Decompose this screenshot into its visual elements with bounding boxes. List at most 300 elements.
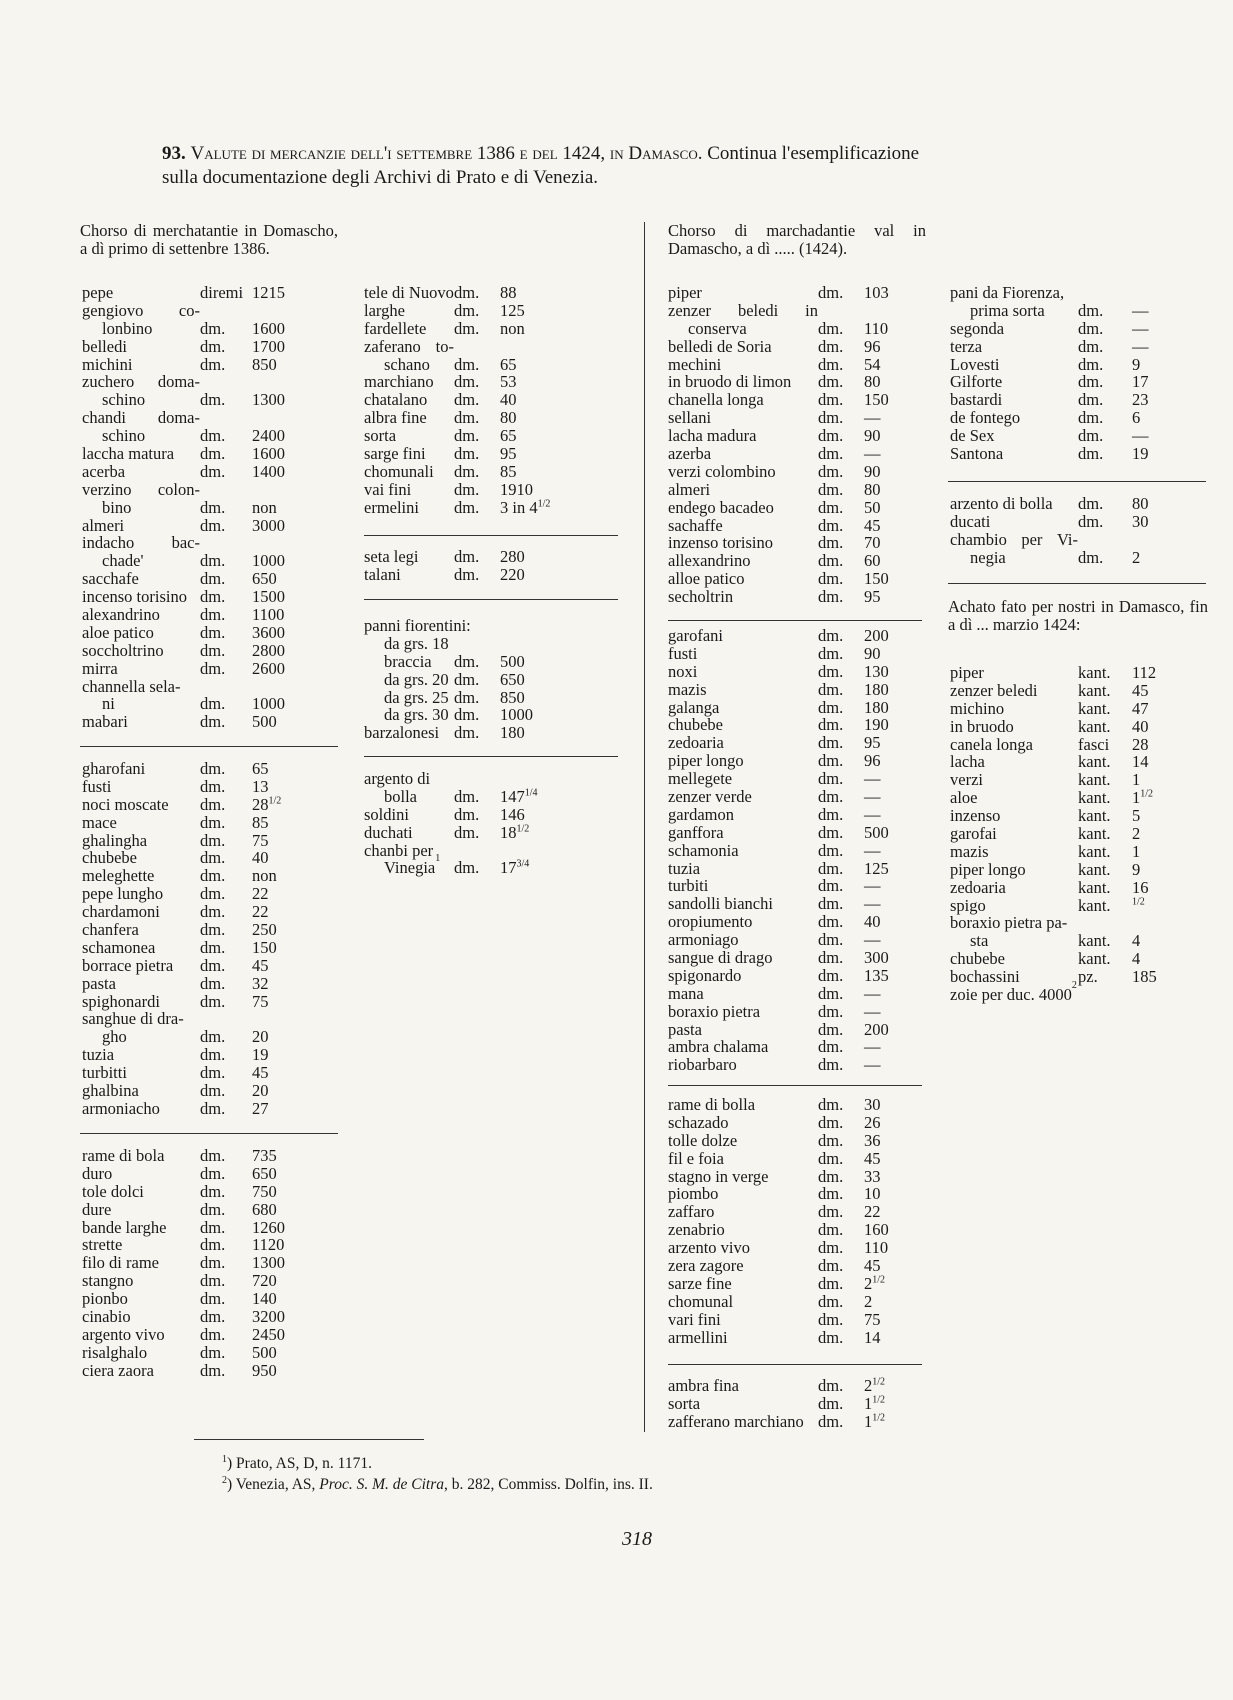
item-unit [1078,531,1132,549]
item-unit: dm. [818,912,844,932]
item-unit: dm. [818,408,844,428]
item-unit [200,1010,252,1028]
item-unit: dm. [200,1360,226,1380]
list-item [364,499,576,517]
item-name: aloe patico [82,622,154,642]
item-unit: dm. [454,723,480,743]
item-name: incenso torisino [82,587,187,607]
item-name: gharofani [82,759,146,778]
item-name: in bruodo [950,716,1014,736]
item-value-number: 180 [864,697,889,717]
item-value [252,1219,332,1237]
list-item [950,427,1182,445]
item-value [500,824,576,842]
list-col2-d [364,770,576,877]
list-item [950,664,1182,682]
item-name-word: zuchero [82,372,135,392]
item-unit [1078,284,1132,302]
item-unit: dm. [454,354,480,374]
list-item [82,1064,332,1082]
item-unit: dm. [818,390,844,410]
item-value-number: 180 [500,723,525,743]
item-unit: dm. [200,1098,226,1118]
item-unit: dm. [454,444,480,464]
list-item [668,1185,914,1203]
item-value [500,338,576,356]
item-unit: dm. [454,804,480,824]
item-value-number: 160 [864,1220,889,1240]
footnote-italic: Proc. S. M. de Citra [319,1476,444,1493]
list-item [950,513,1182,531]
item-unit [1078,914,1132,932]
item-value-number: 720 [252,1271,277,1291]
list-item [668,463,914,481]
item-unit: dm. [200,658,226,678]
list-item [82,885,332,903]
item-name: canela longa [950,734,1033,754]
item-unit: kant. [1078,752,1111,772]
item-name: ni [102,694,115,714]
list-item [364,842,576,860]
item-value [1132,549,1182,567]
item-value-number: 3600 [252,622,285,642]
item-name: ghalingha [82,830,148,850]
item-value [252,993,332,1011]
item-value [252,338,332,356]
item-value-number: — [864,930,881,950]
list-item [364,617,576,635]
item-name: bolla [384,786,417,806]
item-value [864,1185,914,1203]
item-unit: dm. [200,1163,226,1183]
item-unit [200,409,252,427]
item-name: vari fini [668,1309,721,1329]
item-name: mana [668,983,704,1003]
list-item [668,284,914,302]
item-unit: dm. [200,605,226,625]
list-item [950,950,1182,968]
item-name: stangno [82,1271,134,1291]
item-value [864,409,914,427]
list-item [82,1308,332,1326]
item-name-word: co- [178,300,200,320]
list-item [950,391,1182,409]
item-unit [454,635,500,653]
list-item [668,913,914,931]
item-name: boraxio pietra [668,1001,761,1021]
item-value-number: 1000 [252,694,285,714]
item-value-number: 10 [864,1184,881,1204]
divider [668,1085,922,1086]
item-name: negia [970,547,1006,567]
list-item [950,771,1182,789]
item-value-number: 96 [864,751,881,771]
list-item [82,552,332,570]
item-value-number: 45 [252,955,269,975]
item-value-number: — [864,1001,881,1021]
item-value [252,642,332,660]
list-item [668,1257,914,1275]
item-value [252,481,332,499]
item-unit: dm. [1078,444,1104,464]
list-item [668,1114,914,1132]
item-value [864,627,914,645]
item-value-number: 20 [252,1081,269,1101]
list-item [82,642,332,660]
item-unit: dm. [818,1411,844,1431]
item-name [82,409,200,427]
item-value-number: 65 [500,426,517,446]
footnote-mark: 1 [222,1453,227,1465]
list-item [668,481,914,499]
item-value [252,1326,332,1344]
item-value [252,606,332,624]
item-unit: kant. [1078,931,1111,951]
item-name: soldini [364,804,409,824]
list-item [364,548,576,566]
item-value [864,1168,914,1186]
item-unit: dm. [1078,494,1104,513]
item-unit: dm. [200,1146,226,1165]
item-value [864,356,914,374]
list-item [950,700,1182,718]
item-value [1132,753,1182,771]
item-name: dure [82,1199,112,1219]
item-unit: dm. [200,1235,226,1255]
item-name: barzalonesi [364,723,440,743]
item-value [252,284,332,302]
item-unit: dm. [454,858,480,878]
item-value-number: 130 [864,661,889,681]
item-unit: dm. [818,769,844,789]
item-name: turbitti [82,1063,127,1083]
item-value-number: 2 [1132,824,1141,844]
item-value-number: 1700 [252,336,285,356]
item-value-number: 103 [864,283,889,302]
item-value [252,499,332,517]
item-name: rame di bola [82,1146,165,1165]
item-value-number: 28 [252,794,269,814]
item-name: bande larghe [82,1217,167,1237]
item-name: lonbino [102,318,153,338]
item-value-number: 19 [252,1045,269,1065]
item-value [252,1272,332,1290]
item-name: riobarbaro [668,1055,737,1075]
item-value [864,1203,914,1221]
item-name [82,534,200,552]
item-value [864,1056,914,1074]
item-name: mace [82,812,117,832]
item-unit: dm. [818,1202,844,1222]
item-value [1132,932,1182,950]
item-value [864,517,914,535]
item-unit: kant. [1078,806,1111,826]
divider [948,583,1206,584]
item-name-word: indacho [82,533,135,553]
item-value-number: 19 [1132,444,1149,464]
list-item [82,867,332,885]
list-item [668,356,914,374]
item-name: tele di Nuovo [364,283,454,302]
item-value [864,1038,914,1056]
list-item [364,724,576,742]
item-value-number: 2 [864,1291,873,1311]
item-value-number: 1 [864,1393,873,1413]
list-item [82,1165,332,1183]
item-unit: dm. [200,902,226,922]
item-value-number: 14 [1132,752,1149,772]
item-unit: dm. [454,318,480,338]
list-item [668,1021,914,1039]
item-value [864,645,914,663]
item-value-number: — [1132,336,1149,356]
item-name: sorta [668,1393,701,1413]
item-unit: dm. [200,776,226,796]
item-name: soccholtrino [82,640,164,660]
item-value-number: 96 [864,336,881,356]
item-value-number: non [252,497,277,517]
item-unit: dm. [818,858,844,878]
item-unit: dm. [818,426,844,446]
list-col2-a [364,284,576,517]
item-value [864,699,914,717]
list-item [82,957,332,975]
item-unit: dm. [454,669,480,689]
item-value-number: 30 [1132,511,1149,531]
item-name: cinabio [82,1307,131,1327]
item-value-number: 95 [500,444,517,464]
list-item [668,1275,914,1293]
item-value [252,391,332,409]
list-item [82,1028,332,1046]
item-value-number: — [864,1055,881,1075]
item-unit: dm. [200,884,226,904]
list-item [668,1003,914,1021]
item-value-number: — [864,787,881,807]
item-name: argento di [364,769,431,788]
item-name: zoie per duc. 4000 [950,985,1072,1005]
item-name: aloe [950,788,978,808]
list-item [364,373,576,391]
item-name [950,531,1078,549]
item-value-number: 280 [500,547,525,566]
list-item [950,914,1182,932]
item-value-number: 3200 [252,1307,285,1327]
item-name: meleghette [82,866,155,886]
list-item [82,1254,332,1272]
item-unit: dm. [1078,426,1104,446]
item-value-number: 680 [252,1199,277,1219]
list-item [950,753,1182,771]
item-value-number: 90 [864,643,881,663]
item-name: pepe lungho [82,884,164,904]
list-item [668,645,914,663]
item-value-number: 190 [864,715,889,735]
item-name: verzi [950,770,983,790]
item-value [500,788,576,806]
item-name: de fontego [950,408,1021,428]
item-name: larghe [364,300,405,320]
item-unit: dm. [454,300,480,320]
item-value-number: 500 [864,822,889,842]
item-name: tuzia [668,858,701,878]
item-value [864,499,914,517]
item-value-number: 500 [252,712,277,732]
item-value [1132,807,1182,825]
item-value-number: 32 [252,973,269,993]
item-value-number: 220 [500,564,525,584]
item-value [864,949,914,967]
item-value [1132,373,1182,391]
item-unit: dm. [200,1045,226,1065]
item-name [82,373,200,391]
footnote-text: Venezia, AS, [235,1476,320,1493]
item-value [864,1114,914,1132]
item-value [1132,861,1182,879]
list-item [82,713,332,731]
item-value [252,778,332,796]
item-value-fraction: 1/2 [872,1376,886,1388]
item-unit: dm. [818,1291,844,1311]
item-unit: dm. [200,973,226,993]
item-name: fusti [82,776,112,796]
item-unit: dm. [818,1238,844,1258]
list-item [82,445,332,463]
item-value-number: 54 [864,354,881,374]
item-unit: dm. [1078,318,1104,338]
item-unit: dm. [200,694,226,714]
list-item [82,624,332,642]
item-value-number: 80 [864,479,881,499]
item-unit: kant. [1078,877,1111,897]
item-name: terza [950,336,983,356]
divider [364,599,618,600]
item-value [864,481,914,499]
list-item [668,1056,914,1074]
list-item [950,320,1182,338]
item-value-number: 75 [252,830,269,850]
item-name: gho [102,1027,127,1047]
list-item [950,284,1182,302]
item-value [252,356,332,374]
item-unit: dm. [200,920,226,940]
item-name: fil e foia [668,1148,724,1168]
item-unit: dm. [818,733,844,753]
item-unit: dm. [200,1199,226,1219]
item-unit: dm. [818,1001,844,1021]
item-unit: dm. [818,587,844,607]
item-value [1132,495,1182,513]
item-unit: dm. [818,1037,844,1057]
item-value-number: 36 [864,1130,881,1150]
item-value-number: 1000 [252,551,285,571]
item-name: vai fini [364,479,412,499]
list-item [82,760,332,778]
item-name: ambra fina [668,1376,740,1395]
item-value-number: 2600 [252,658,285,678]
item-value-number: 110 [864,1238,889,1258]
item-name: braccia [384,651,432,671]
item-value [864,1021,914,1039]
item-value-number: 95 [864,733,881,753]
item-value-number: 1000 [500,705,533,725]
list-item [668,427,914,445]
item-value-number: 4 [1132,931,1141,951]
item-unit: dm. [200,515,226,535]
item-name-word: zaferano [364,336,421,356]
item-name: chubebe [82,848,137,868]
title-part: Valute di mercanzie dell'i settembre [190,143,473,164]
item-value [864,716,914,734]
item-value [252,885,332,903]
item-value-number: 27 [252,1098,269,1118]
list-item [668,1311,914,1329]
list-col2-c [364,617,576,742]
item-name: da grs. 20 [384,669,449,689]
item-name: alexandrino [82,605,160,625]
item-name: tuzia [82,1045,115,1065]
list-item [668,752,914,770]
list-item [82,939,332,957]
item-name: piombo [668,1184,719,1204]
item-unit: dm. [818,318,844,338]
item-unit [1078,986,1132,1004]
list-item [82,534,332,552]
list-item [668,588,914,606]
item-name: Gilforte [950,372,1003,392]
footnote-rule [194,1439,424,1440]
item-name-word: doma- [157,372,200,392]
list-item [668,860,914,878]
item-unit: dm. [200,955,226,975]
list-item [82,320,332,338]
item-unit: dm. [200,1217,226,1237]
item-name: risalghalo [82,1342,148,1362]
item-value-number: 40 [252,848,269,868]
item-unit: dm. [818,930,844,950]
list-item [950,682,1182,700]
item-value-number: 146 [500,804,525,824]
item-value [252,1028,332,1046]
list-item [668,391,914,409]
item-value [1132,914,1182,932]
list-item [364,770,576,788]
item-name: zedoaria [950,877,1006,897]
item-value-number: 500 [500,651,525,671]
item-value-fraction: 3/4 [516,858,530,870]
item-value-number: 1300 [252,1253,285,1273]
section-title [191,143,698,164]
list-item [82,570,332,588]
item-unit: dm. [200,1289,226,1309]
item-unit: dm. [200,569,226,589]
item-value [252,409,332,427]
item-value-number: 750 [252,1181,277,1201]
list-item [364,284,576,302]
list-item [668,517,914,535]
item-value-number: 1 [1132,770,1141,790]
item-value [500,653,576,671]
item-value [252,713,332,731]
item-value-number: 2 [864,1273,873,1293]
item-value [500,548,576,566]
item-name [364,338,454,356]
item-unit: dm. [818,1055,844,1075]
item-unit: dm. [200,551,226,571]
item-unit: dm. [200,587,226,607]
item-value [864,770,914,788]
item-name: duro [82,1163,113,1183]
